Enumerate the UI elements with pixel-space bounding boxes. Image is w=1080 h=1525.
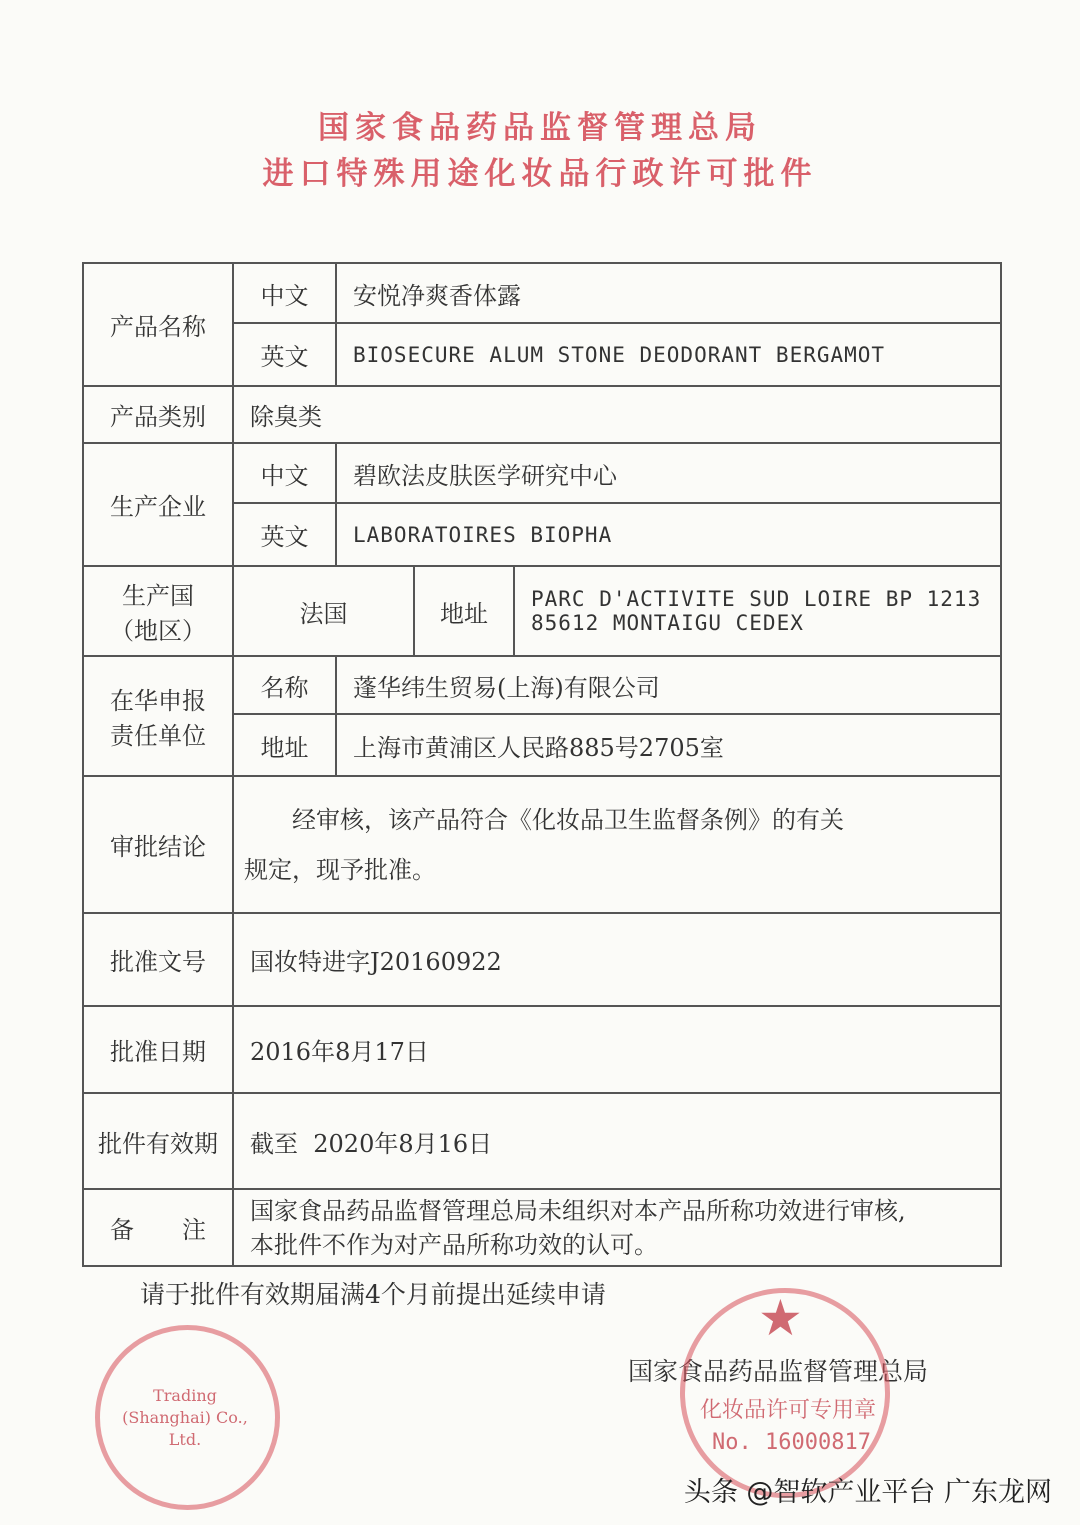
en-label: 英文	[233, 323, 336, 386]
remark-text	[233, 1189, 1001, 1266]
origin-label-2: （地区）	[110, 617, 206, 645]
validity-label: 批件有效期	[83, 1093, 233, 1189]
renewal-note: 请于批件有效期届满4个月前提出延续申请	[140, 1280, 606, 1309]
official-seal-text: 化妆品许可专用章	[700, 1398, 877, 1423]
manufacturer-label: 生产企业	[83, 443, 233, 566]
origin-address	[514, 566, 1001, 656]
agent-address: 上海市黄浦区人民路885号2705室	[336, 714, 1001, 776]
product-name-zh: 安悦净爽香体露	[336, 263, 1001, 323]
remark-line-2: 本批件不作为对产品所称功效的认可。	[250, 1230, 658, 1259]
origin-address-label: 地址	[414, 566, 514, 656]
agent-name-label: 名称	[233, 656, 336, 714]
conclusion-line-2: 规定，现予批准。	[244, 855, 436, 884]
approval-date-label: 批准日期	[83, 1006, 233, 1093]
category-value: 除臭类	[233, 386, 1001, 443]
manufacturer-en: LABORATOIRES BIOPHA	[336, 503, 1001, 566]
category-label: 产品类别	[83, 386, 233, 443]
zh-label: 中文	[233, 443, 336, 503]
star-icon: ★	[758, 1289, 803, 1347]
remark-label: 备 注	[83, 1189, 233, 1266]
issuer-name: 国家食品药品监督管理总局	[628, 1357, 929, 1386]
approval-no-label: 批准文号	[83, 913, 233, 1006]
approval-table	[82, 262, 1002, 1267]
product-name-en: BIOSECURE ALUM STONE DEODORANT BERGAMOT	[336, 323, 1001, 386]
manufacturer-zh: 碧欧法皮肤医学研究中心	[336, 443, 1001, 503]
approval-date: 2016年8月17日	[233, 1006, 1001, 1093]
origin-country: 法国	[233, 566, 414, 656]
conclusion-label: 审批结论	[83, 776, 233, 913]
address-line-2: 85612 MONTAIGU CEDEX	[531, 611, 804, 635]
authority-title: 国家食品药品监督管理总局	[318, 110, 762, 146]
company-seal-text: Trading (Shanghai) Co., Ltd.	[122, 1386, 248, 1449]
validity-value: 截至 2020年8月16日	[233, 1093, 1001, 1189]
origin-label-1: 生产国	[122, 582, 194, 610]
agent-label	[83, 656, 233, 776]
official-seal-number: No. 16000817	[712, 1430, 871, 1455]
conclusion-line-1: 经审核，该产品符合《化妆品卫生监督条例》的有关	[292, 805, 844, 834]
product-name-label: 产品名称	[83, 263, 233, 386]
approval-no: 国妆特进字J20160922	[233, 913, 1001, 1006]
agent-label-2: 责任单位	[110, 722, 206, 750]
watermark: 头条 @智软产业平台 广东龙网	[683, 1477, 1052, 1508]
remark-line-1: 国家食品药品监督管理总局未组织对本产品所称功效进行审核,	[250, 1196, 906, 1225]
conclusion-text	[233, 776, 1001, 913]
agent-label-1: 在华申报	[110, 687, 206, 715]
agent-name: 蓬华纬生贸易(上海)有限公司	[336, 656, 1001, 714]
document-title: 进口特殊用途化妆品行政许可批件	[262, 156, 818, 192]
en-label: 英文	[233, 503, 336, 566]
origin-label	[83, 566, 233, 656]
agent-address-label: 地址	[233, 714, 336, 776]
address-line-1: PARC D'ACTIVITE SUD LOIRE BP 1213	[531, 587, 982, 611]
zh-label: 中文	[233, 263, 336, 323]
